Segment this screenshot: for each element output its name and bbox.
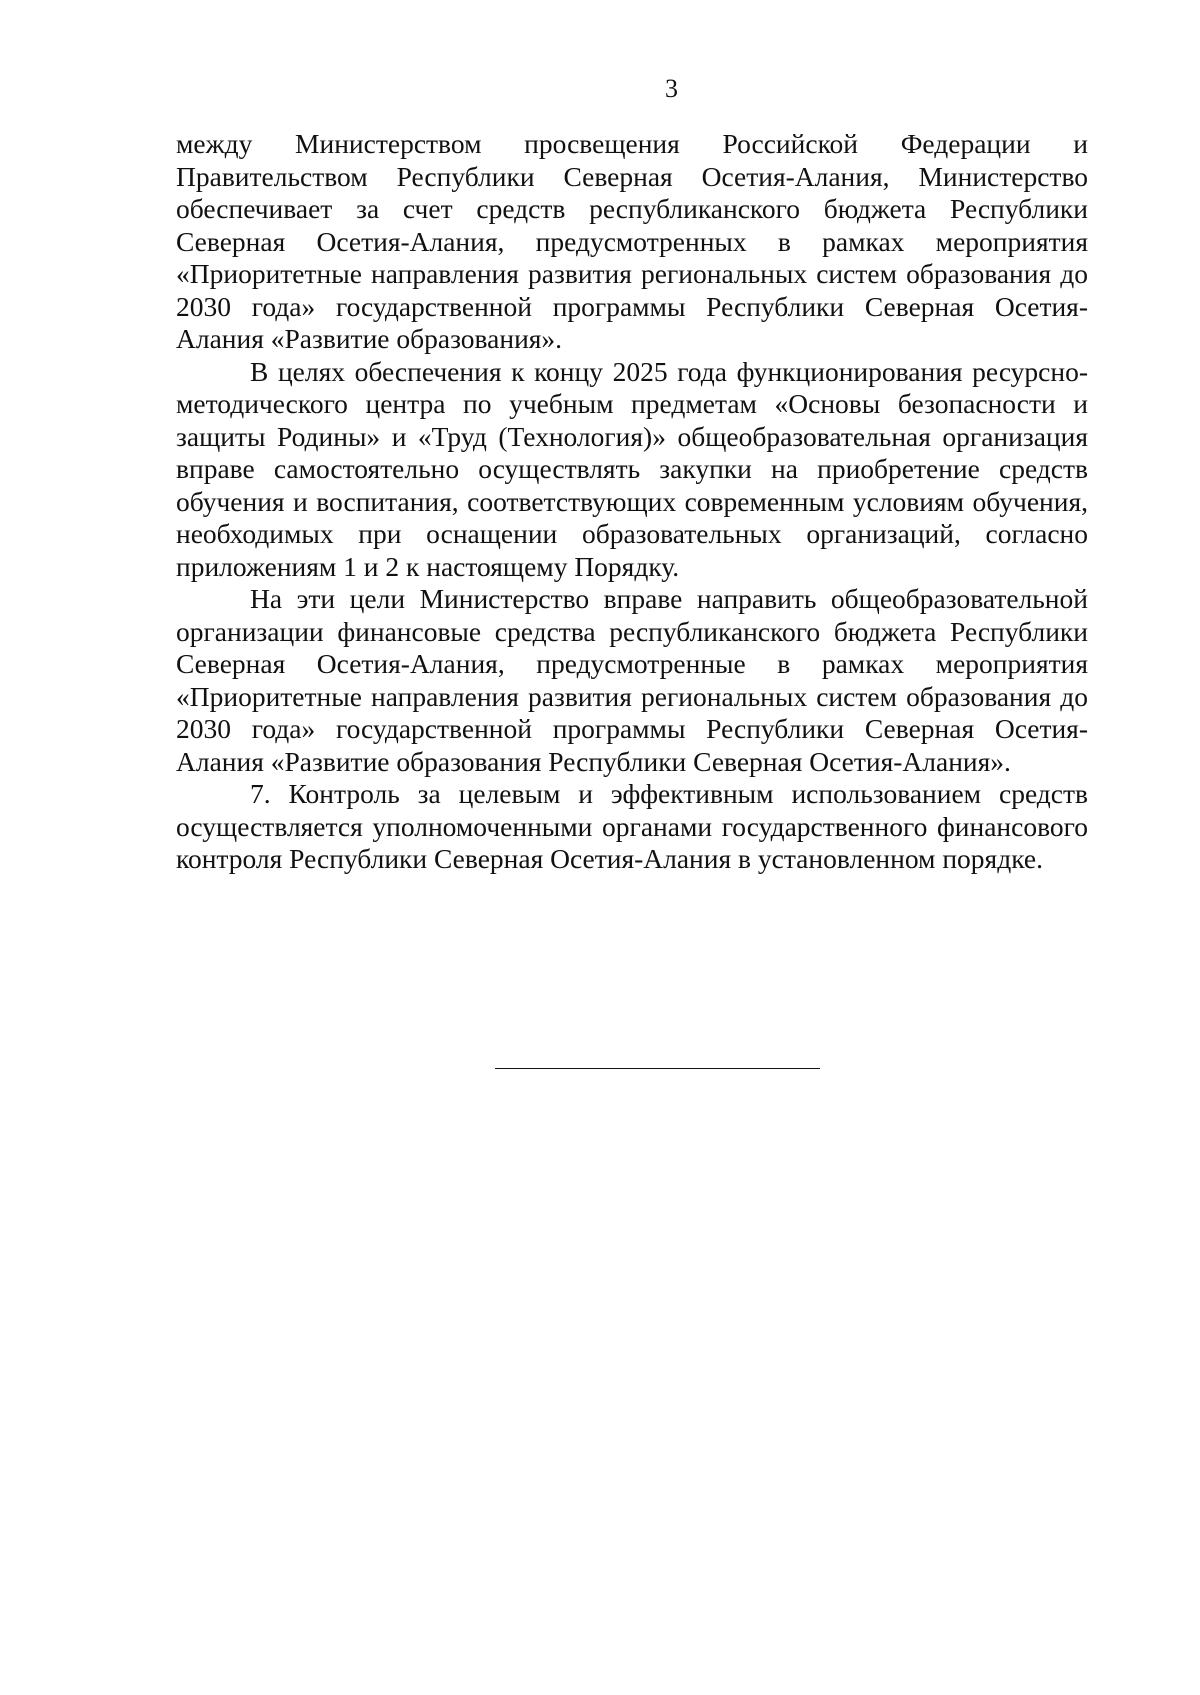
- document-body: [176, 128, 1088, 876]
- paragraph-control: 7. Контроль за целевым и эффективным использованием средств осуществляется уполномоченными органами государственного финансового контроля Республики Северная Осетия-Алания в установленном порядке.: [176, 778, 1088, 874]
- paragraph-funding: На эти цели Министерство вправе направить общеобразовательной организации финансовые средства республиканского бюджета Республики Северная Осетия-Алания, предусмотренные в рамках мероприятия «Приоритетные направления развития региональных систем образования до 2030 года» государственной программы Республики Северная Осетия-Алания «Развитие образования Республики Северная Осетия-Алания».: [176, 583, 1088, 777]
- page-number: 3: [665, 74, 678, 103]
- end-of-document-rule: [495, 1068, 820, 1069]
- paragraph-resource-center: В целях обеспечения к концу 2025 года функционирования ресурсно-методического центра по учебным предметам «Основы безопасности и защиты Родины» и «Труд (Технология)» общеобразовательная организация вправе самостоятельно осуществлять закупки на приобретение средств обучения и воспитания, соответствующих современным условиям обучения, необходимых при оснащении образовательных организаций, согласно приложениям 1 и 2 к настоящему Порядку.: [176, 355, 1088, 582]
- paragraph-continuation: между Министерством просвещения Российской Федерации и Правительством Республики Северная Осетия-Алания, Министерство обеспечивает за счет средств республиканского бюджета Республики Северная Осетия-Алания, предусмотренных в рамках мероприятия «Приоритетные направления развития региональных систем образования до 2030 года» государственной программы Республики Северная Осетия-Алания «Развитие образования».: [176, 128, 1088, 354]
